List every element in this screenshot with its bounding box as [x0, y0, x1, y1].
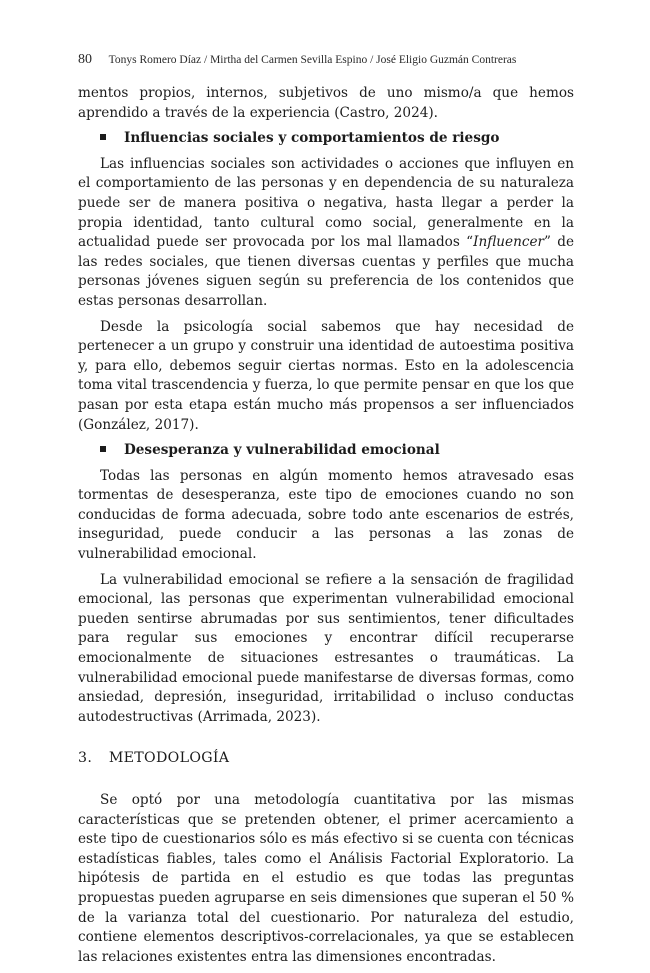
bullet-heading-text: Influencias sociales y comportamientos de riesgo	[124, 130, 500, 147]
square-bullet-icon	[100, 134, 106, 140]
bullet-heading-influences	[78, 129, 574, 149]
page-body	[78, 84, 574, 973]
paragraph-influences	[78, 155, 574, 312]
section-number: 3.	[78, 750, 93, 767]
italic-term: Influencer	[473, 234, 544, 251]
paragraph-text: Las influencias sociales son actividades o acciones que influyen en el comportamiento de las personas y en dependencia de su naturaleza puede ser de manera positiva o negativa, hasta llegar a perder la propia identidad, tanto cultural como social, generalmente en la actualidad puede ser provocada por los mal llamados “	[78, 155, 574, 251]
running-header	[78, 52, 578, 68]
page-number: 80	[78, 52, 92, 67]
paragraph-hopelessness: Todas las personas en algún momento hemos atravesado esas tormentas de desesperanza, este tipo de emociones cuando no son conducidas de forma adecuada, sobre todo ante escenarios de estrés, inseguridad, puede conducir a las personas a las zonas de vulnerabilidad emocional.	[78, 467, 574, 563]
paragraph-methodology: Se optó por una metodología cuantitativa por las mismas características que se pretenden obtener, el primer acercamiento a este tipo de cuestionarios sólo es más efectivo si se cuenta con técnicas estadísticas fiables, tales como el Análisis Factorial Exploratorio. La hipótesis de partida en el estudio es que todas las preguntas propuestas pueden agruparse en seis dimensiones que superan el 50 % de la varianza total del cuestionario. Por naturaleza del estudio, contiene elementos descriptivos-correlacionales, ya que se establecen las relaciones existentes entra las dimensiones encontradas.	[78, 792, 574, 965]
section-heading	[78, 749, 574, 769]
paragraph-continued: mentos propios, internos, subjetivos de uno mismo/a que hemos aprendido a través de la experiencia (Castro, 2024).	[78, 85, 574, 121]
square-bullet-icon	[100, 446, 106, 452]
header-authors: Tonys Romero Díaz / Mirtha del Carmen Sevilla Espino / José Eligio Guzmán Contreras	[108, 54, 517, 66]
bullet-heading-text: Desesperanza y vulnerabilidad emocional	[124, 442, 440, 459]
section-title: METODOLOGÍA	[108, 750, 230, 767]
paragraph-vulnerability: La vulnerabilidad emocional se refiere a la sensación de fragilidad emocional, las personas que experimentan vulnerabilidad emocional pueden sentirse abrumadas por sus sentimientos, tener dificultades para regular sus emociones y encontrar difícil recuperarse emocionalmente de situaciones estresantes o traumáticas. La vulnerabilidad emocional puede manifestarse de diversas formas, como ansiedad, depresión, inseguridad, irritabilidad o incluso conductas autodestructivas (Arrimada, 2023).	[78, 571, 574, 725]
paragraph-social-psychology: Desde la psicología social sabemos que hay necesidad de pertenecer a un grupo y construir una identidad de autoestima positiva y, para ello, debemos seguir ciertas normas. Esto en la adolescencia toma vital trascendencia y fuerza, lo que permite pensar en que los que pasan por esta etapa están mucho más propensos a ser influenciados (González, 2017).	[78, 318, 574, 433]
bullet-heading-hopelessness	[78, 441, 574, 461]
paragraph-text: ” de las redes sociales, que tienen diversas cuentas y perfiles que mucha personas jóvenes siguen según su preferencia de los contenidos que estas personas desarrollan.	[78, 234, 574, 309]
